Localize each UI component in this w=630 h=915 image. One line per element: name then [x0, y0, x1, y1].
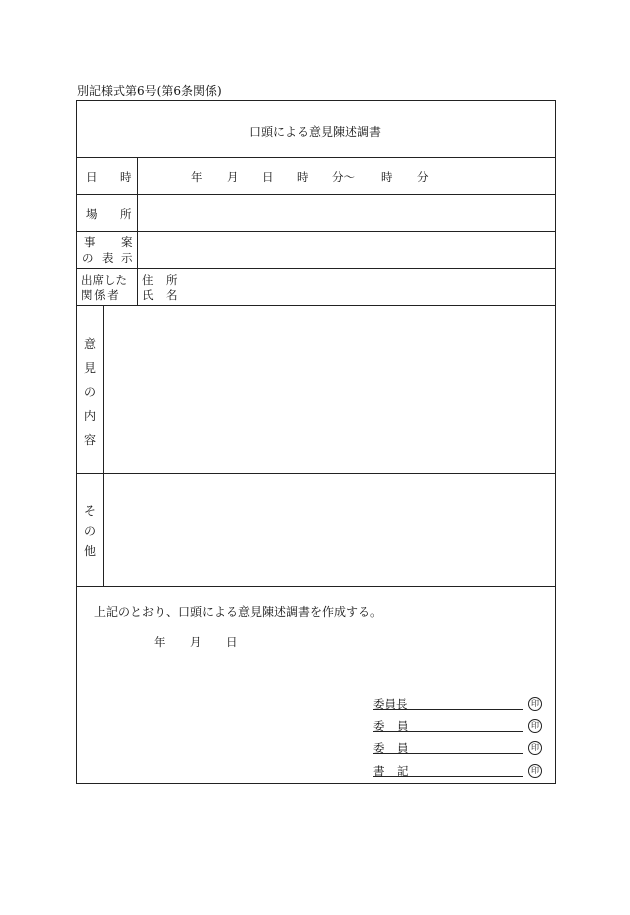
- datetime-label-a: 日: [86, 170, 98, 184]
- signature-role-a: 書: [373, 764, 385, 778]
- form-title: 口頭による意見陳述調書: [248, 125, 381, 139]
- column-divider: [137, 157, 138, 305]
- year-unit: 年: [191, 170, 203, 184]
- form-id: 別記様式第6号(第6条関係): [77, 84, 222, 98]
- signature-line: [373, 731, 523, 732]
- case-label-1a: 事: [84, 235, 96, 249]
- minute-unit-2: 分: [417, 170, 429, 184]
- opinion-label-char: 見: [83, 361, 96, 375]
- hour-unit-2: 時: [381, 170, 393, 184]
- opinion-label-char: 意: [83, 337, 96, 351]
- opinion-label-char: 内: [83, 409, 96, 423]
- seal-mark: 印: [528, 697, 542, 711]
- divider: [76, 586, 556, 587]
- closing-year-unit: 年: [154, 635, 166, 649]
- divider: [76, 305, 556, 306]
- name-label-b: 名: [166, 288, 178, 302]
- divider: [76, 473, 556, 474]
- hour-unit: 時: [297, 170, 309, 184]
- case-label-2b: 示: [121, 251, 133, 265]
- signature-line: [373, 753, 523, 754]
- closing-month-unit: 月: [190, 635, 202, 649]
- signature-role-b: 員: [397, 719, 409, 733]
- place-label-a: 場: [86, 207, 98, 221]
- signature-role-a: 委: [373, 741, 385, 755]
- signature-line: [373, 776, 523, 777]
- other-label-char: 他: [83, 544, 96, 558]
- datetime-label-b: 時: [120, 170, 132, 184]
- address-label-a: 住: [142, 273, 154, 287]
- person-label-2: 関 係 者: [81, 288, 118, 302]
- signature-role-b: 記: [397, 764, 409, 778]
- divider: [76, 268, 556, 269]
- divider: [76, 194, 556, 195]
- case-label-1b: 案: [121, 235, 133, 249]
- case-label-2mid: 表: [102, 251, 114, 265]
- minute-range-unit: 分〜: [332, 170, 355, 184]
- form-frame: [76, 100, 556, 784]
- month-unit: 月: [227, 170, 239, 184]
- opinion-label-char: の: [83, 385, 96, 399]
- divider: [76, 231, 556, 232]
- signature-role-chair: 委員長: [373, 697, 408, 711]
- other-label-char: の: [83, 524, 96, 538]
- seal-mark: 印: [528, 764, 542, 778]
- signature-role-b: 員: [397, 741, 409, 755]
- day-unit: 日: [262, 170, 274, 184]
- signature-line: [373, 709, 523, 710]
- name-label-a: 氏: [142, 288, 154, 302]
- closing-day-unit: 日: [226, 635, 238, 649]
- address-label-b: 所: [166, 273, 178, 287]
- person-label-1: 出席した: [81, 273, 127, 287]
- closing-statement: 上記のとおり、口頭による意見陳述調書を作成する。: [94, 605, 383, 619]
- other-label-char: そ: [83, 504, 96, 518]
- signature-role-a: 委: [373, 719, 385, 733]
- case-label-2a: の: [82, 251, 94, 265]
- opinion-label-char: 容: [83, 433, 96, 447]
- seal-mark: 印: [528, 741, 542, 755]
- place-label-b: 所: [120, 207, 132, 221]
- column-divider: [103, 305, 104, 586]
- divider: [76, 157, 556, 158]
- seal-mark: 印: [528, 719, 542, 733]
